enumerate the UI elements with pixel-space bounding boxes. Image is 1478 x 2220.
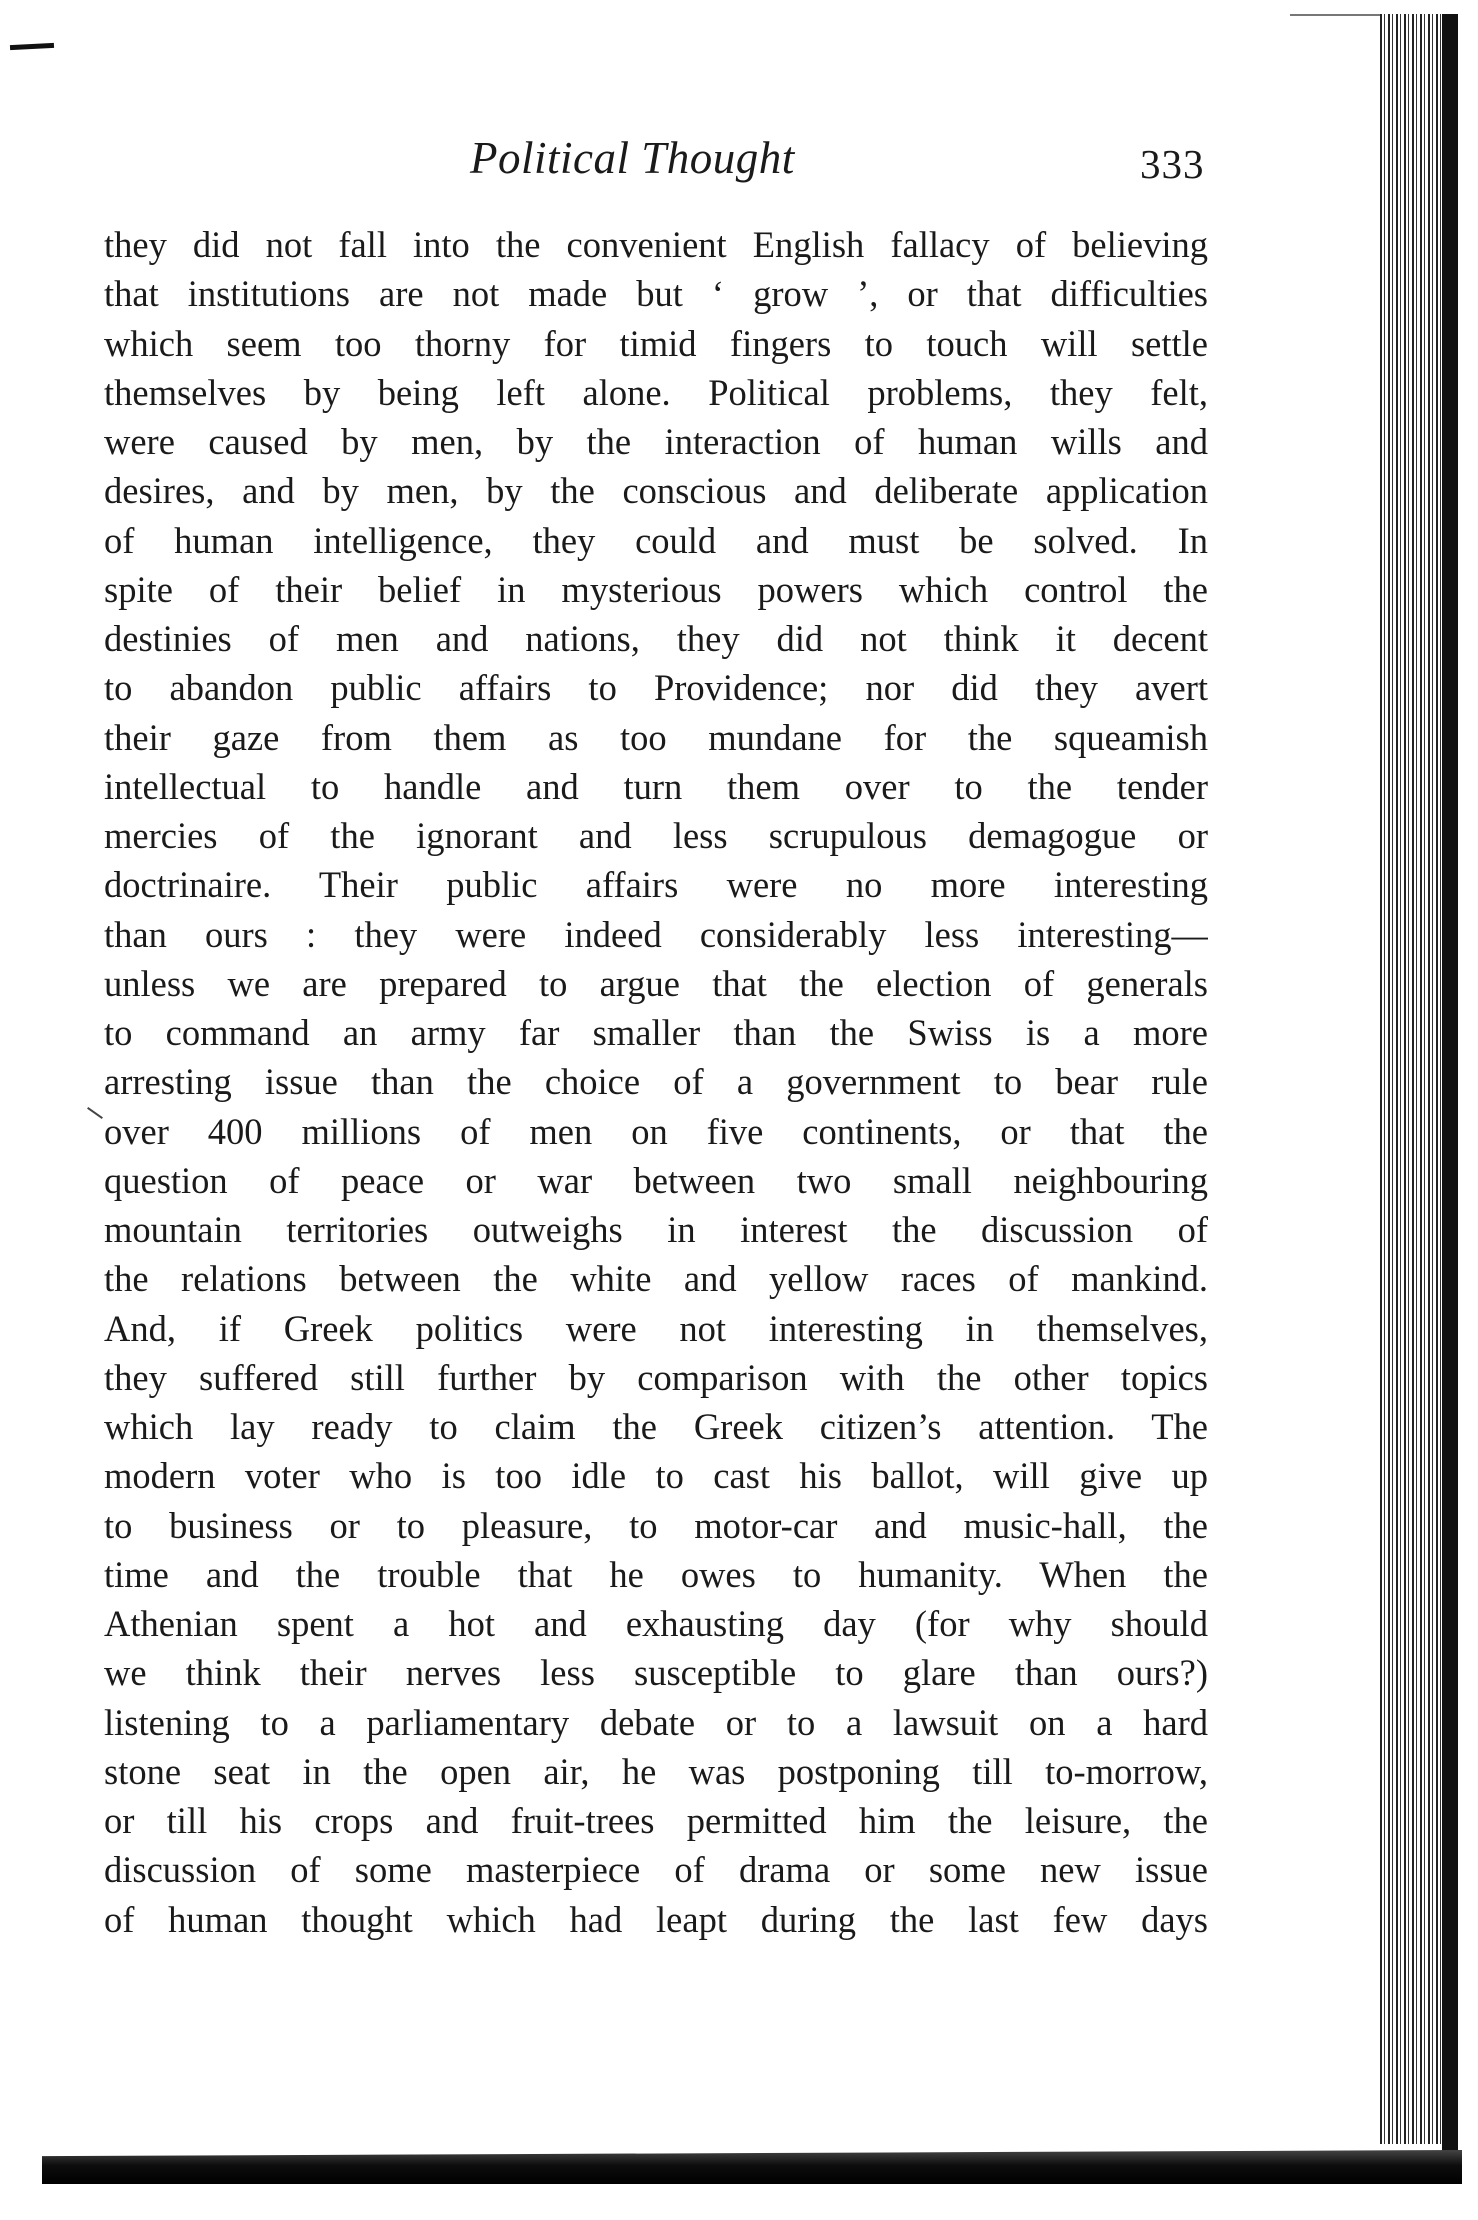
body-text — [104, 220, 1208, 1944]
text-line: they suffered still further by comparison with the other topics — [104, 1356, 1208, 1398]
text-line: to abandon public affairs to Providence; nor did they avert — [104, 667, 1208, 709]
text-line: stone seat in the open air, he was postponing till to-morrow, — [104, 1750, 1208, 1792]
book-fore-edge-shadow — [1442, 14, 1458, 2174]
text-line: they did not fall into the convenient English fallacy of believing — [104, 224, 1208, 265]
text-line: to business or to pleasure, to motor-car and music-hall, the — [104, 1504, 1208, 1546]
text-line: than ours : they were indeed considerably less interesting— — [104, 913, 1208, 955]
text-line: the relations between the white and yellow races of mankind. — [104, 1258, 1208, 1300]
text-line: unless we are prepared to argue that the election of generals — [104, 962, 1208, 1004]
text-line: their gaze from them as too mundane for the squeamish — [104, 716, 1208, 758]
text-line: that institutions are not made but ‘ grow ’, or that difficulties — [104, 273, 1208, 315]
text-line: doctrinaire. Their public affairs were no more interesting — [104, 864, 1208, 906]
text-line: which lay ready to claim the Greek citizen’s attention. The — [104, 1406, 1208, 1447]
text-line: themselves by being left alone. Political problems, they felt, — [104, 371, 1208, 413]
text-line: Athenian spent a hot and exhausting day (for why should — [104, 1603, 1208, 1644]
text-line: destinies of men and nations, they did not think it decent — [104, 618, 1208, 659]
text-line: of human intelligence, they could and must be solved. In — [104, 519, 1208, 561]
text-line: And, if Greek politics were not interesting in themselves, — [104, 1307, 1208, 1349]
text-line: which seem too thorny for timid fingers to touch will settle — [104, 322, 1208, 364]
text-line: to command an army far smaller than the Swiss is a more — [104, 1012, 1208, 1053]
running-head — [0, 128, 1478, 188]
text-line: over 400 millions of men on five continents, or that the — [104, 1110, 1208, 1152]
text-line: modern voter who is too idle to cast his ballot, will give up — [104, 1455, 1208, 1497]
text-line: question of peace or war between two small neighbouring — [104, 1159, 1208, 1201]
text-line: were caused by men, by the interaction of human wills and — [104, 421, 1208, 462]
text-line: mercies of the ignorant and less scrupulous demagogue or — [104, 815, 1208, 856]
running-title: Political Thought — [470, 133, 795, 183]
text-line: spite of their belief in mysterious powers which control the — [104, 568, 1208, 610]
text-line: desires, and by men, by the conscious and deliberate application — [104, 470, 1208, 512]
text-line: intellectual to handle and turn them over to the tender — [104, 765, 1208, 807]
scan-corner-mark — [10, 43, 54, 50]
scan-stray-mark — [87, 1107, 103, 1119]
book-bottom-edge-shadow — [42, 2150, 1462, 2184]
page-number: 333 — [1140, 141, 1205, 187]
text-line: arresting issue than the choice of a government to bear rule — [104, 1061, 1208, 1103]
scan-top-line — [1290, 14, 1390, 16]
text-line: mountain territories outweighs in interest the discussion of — [104, 1209, 1208, 1250]
text-line: discussion of some masterpiece of drama or some new issue — [104, 1849, 1208, 1891]
text-line: time and the trouble that he owes to humanity. When the — [104, 1553, 1208, 1595]
text-line: of human thought which had leapt during the last few days — [104, 1898, 1208, 1940]
text-line: we think their nerves less susceptible to glare than ours?) — [104, 1652, 1208, 1694]
text-line: or till his crops and fruit-trees permitted him the leisure, the — [104, 1800, 1208, 1841]
text-line: listening to a parliamentary debate or to a lawsuit on a hard — [104, 1701, 1208, 1743]
